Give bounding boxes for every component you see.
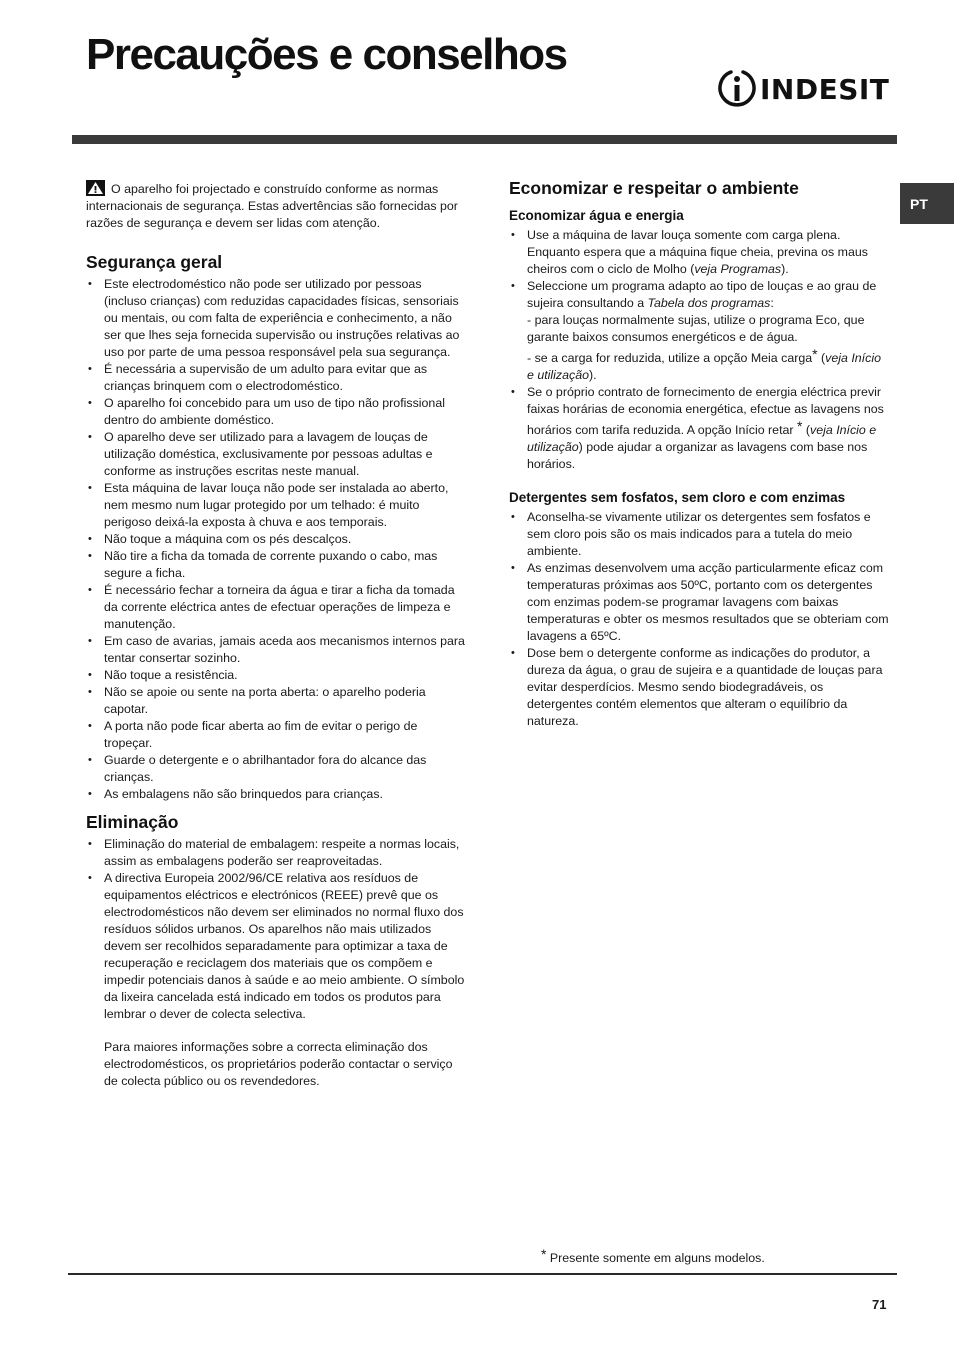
indesit-logo — [718, 68, 889, 110]
warning-icon — [86, 180, 105, 196]
detergentes-subheading: Detergentes sem fosfatos, sem cloro e com enzimas — [509, 490, 846, 505]
economizar-heading: Economizar e respeitar o ambiente — [509, 178, 799, 198]
list-item: • Guarde o detergente e o abrilhantador fora do alcance das crianças. — [86, 752, 466, 786]
footer-rule — [68, 1273, 897, 1275]
list-item: • A directiva Europeia 2002/96/CE relativa aos resíduos de equipamentos eléctricos e electrónicos (REEE) prevê que os electrodomésticos não devem ser eliminados no normal fluxo dos resíduos sólidos urbanos. Os aparelhos não mais utilizados devem ser recolhidos separadamente para optimizar a taxa de recuperação e reciclagem dos materiais que os compõem e impedir potenciais danos à saúde e ao meio ambiente. O símbolo da lixeira cancelada está indicado em todos os produtos para lembrar o dever de colecta selectiva. — [86, 870, 466, 1023]
list-item: • Eliminação do material de embalagem: respeite a normas locais, assim as embalagens poderão ser reaproveitadas. — [86, 836, 466, 870]
intro-text: O aparelho foi projectado e construído conforme as normas internacionais de segurança. Estas advertências são fornecidas por razões de segurança e devem ser lidas com atenção. — [86, 182, 458, 230]
list-item: • É necessária a supervisão de um adulto para evitar que as crianças brinquem com o electrodoméstico. — [86, 361, 466, 395]
language-tab: PT — [900, 183, 954, 224]
page-number: 71 — [872, 1297, 887, 1312]
list-item: • O aparelho foi concebido para um uso de tipo não profissional dentro do ambiente doméstico. — [86, 395, 466, 429]
agua-subheading: Economizar água e energia — [509, 208, 684, 223]
list-item: • Não toque a máquina com os pés descalços. — [86, 531, 466, 548]
eliminacao-note: Para maiores informações sobre a correcta eliminação dos electrodomésticos, os proprietários poderão contactar o serviço de colecta público ou os revendedores. — [104, 1040, 453, 1088]
asterisk: * — [812, 346, 818, 362]
list-item: • Este electrodoméstico não pode ser utilizado por pessoas (incluso crianças) com reduzidas capacidades físicas, sensoriais ou mentais, ou com falta de experiência e conhecimento, a não ser que lhes seja fornecida supervisão ou instruções relativas ao uso por parte de uma pessoa responsável pela sua segurança. — [86, 276, 466, 361]
list-item: • A porta não pode ficar aberta ao fim de evitar o perigo de tropeçar. — [86, 718, 466, 752]
list-item: • Seleccione um programa adapto ao tipo de louças e ao grau de sujeira consultando a Tabela dos programas: - para louças normalmente sujas, utilize o programa Eco, que garante baixos consumos energéticos e de água. - se a carga for reduzida, utilize a opção Meia carga* (veja Início e utilização). — [509, 278, 891, 384]
footnote: * Presente somente em alguns modelos. — [541, 1246, 765, 1265]
list-item: • As enzimas desenvolvem uma acção particularmente eficaz com temperaturas próximas aos 50ºC, portanto com os detergentes com enzimas podem-se programar lavagens com baixas temperaturas e obter os mesmos resultados que se obteriam com lavagens a 65ºC. — [509, 560, 891, 645]
list-item: • Em caso de avarias, jamais aceda aos mecanismos internos para tentar consertar sozinho. — [86, 633, 466, 667]
page-title: Precauções e conselhos — [86, 30, 567, 79]
list-item: • É necessário fechar a torneira da água e tirar a ficha da tomada da corrente eléctrica antes de efectuar operações de limpeza e manutenção. — [86, 582, 466, 633]
list-item: • Dose bem o detergente conforme as indicações do produtor, a dureza da água, o grau de sujeira e a quantidade de louças para evitar desperdícios. Mesmo sendo biodegradáveis, os detergentes contém elementos que alteram o equilíbrio da natureza. — [509, 645, 891, 730]
list-item: • As embalagens não são brinquedos para crianças. — [86, 786, 466, 803]
list-item: • Aconselha-se vivamente utilizar os detergentes sem fosfatos e sem cloro pois são os mais indicados para a tutela do meio ambiente. — [509, 509, 891, 560]
seguranca-list — [86, 276, 466, 803]
list-item: • Não toque a resistência. — [86, 667, 466, 684]
eliminacao-list — [86, 836, 466, 1023]
sub-item: - para louças normalmente sujas, utilize o programa Eco, que garante baixos consumos energéticos e de água. — [527, 313, 865, 344]
list-item: • Esta máquina de lavar louça não pode ser instalada ao aberto, nem mesmo num lugar protegido por um telhado: é muito perigoso deixá-la exposta à chuva e aos temporais. — [86, 480, 466, 531]
agua-list — [509, 227, 891, 473]
brand-name: INDESIT — [760, 72, 890, 106]
header-rule — [72, 135, 897, 144]
asterisk: * — [796, 418, 803, 434]
list-item: • Não tire a ficha da tomada de corrente puxando o cabo, mas segure a ficha. — [86, 548, 466, 582]
list-item: • Se o próprio contrato de fornecimento de energia eléctrica previr faixas horárias de economia energética, efectue as lavagens nos horários com tarifa reduzida. A opção Início retar * (veja Início e utilização) pode ajudar a organizar as lavagens com base nos horários. — [509, 384, 891, 473]
list-item: • Não se apoie ou sente na porta aberta: o aparelho poderia capotar. — [86, 684, 466, 718]
list-item: • Use a máquina de lavar louça somente com carga plena. Enquanto espera que a máquina fique cheia, previna os maus cheiros com o ciclo de Molho (veja Programas). — [509, 227, 891, 278]
sub-item: - se a carga for reduzida, utilize a opção Meia carga* (veja Início e utilização). — [527, 346, 881, 382]
indesit-i-icon — [718, 68, 756, 110]
right-column — [509, 178, 891, 730]
intro-paragraph — [86, 180, 466, 232]
detergentes-list — [509, 509, 891, 730]
asterisk: * — [541, 1246, 547, 1262]
seguranca-heading: Segurança geral — [86, 252, 223, 272]
eliminacao-heading: Eliminação — [86, 812, 179, 832]
list-item: • O aparelho deve ser utilizado para a lavagem de louças de utilização doméstica, exclusivamente por pessoas adultas e conforme as instruções escritas neste manual. — [86, 429, 466, 480]
left-column — [86, 180, 466, 1090]
